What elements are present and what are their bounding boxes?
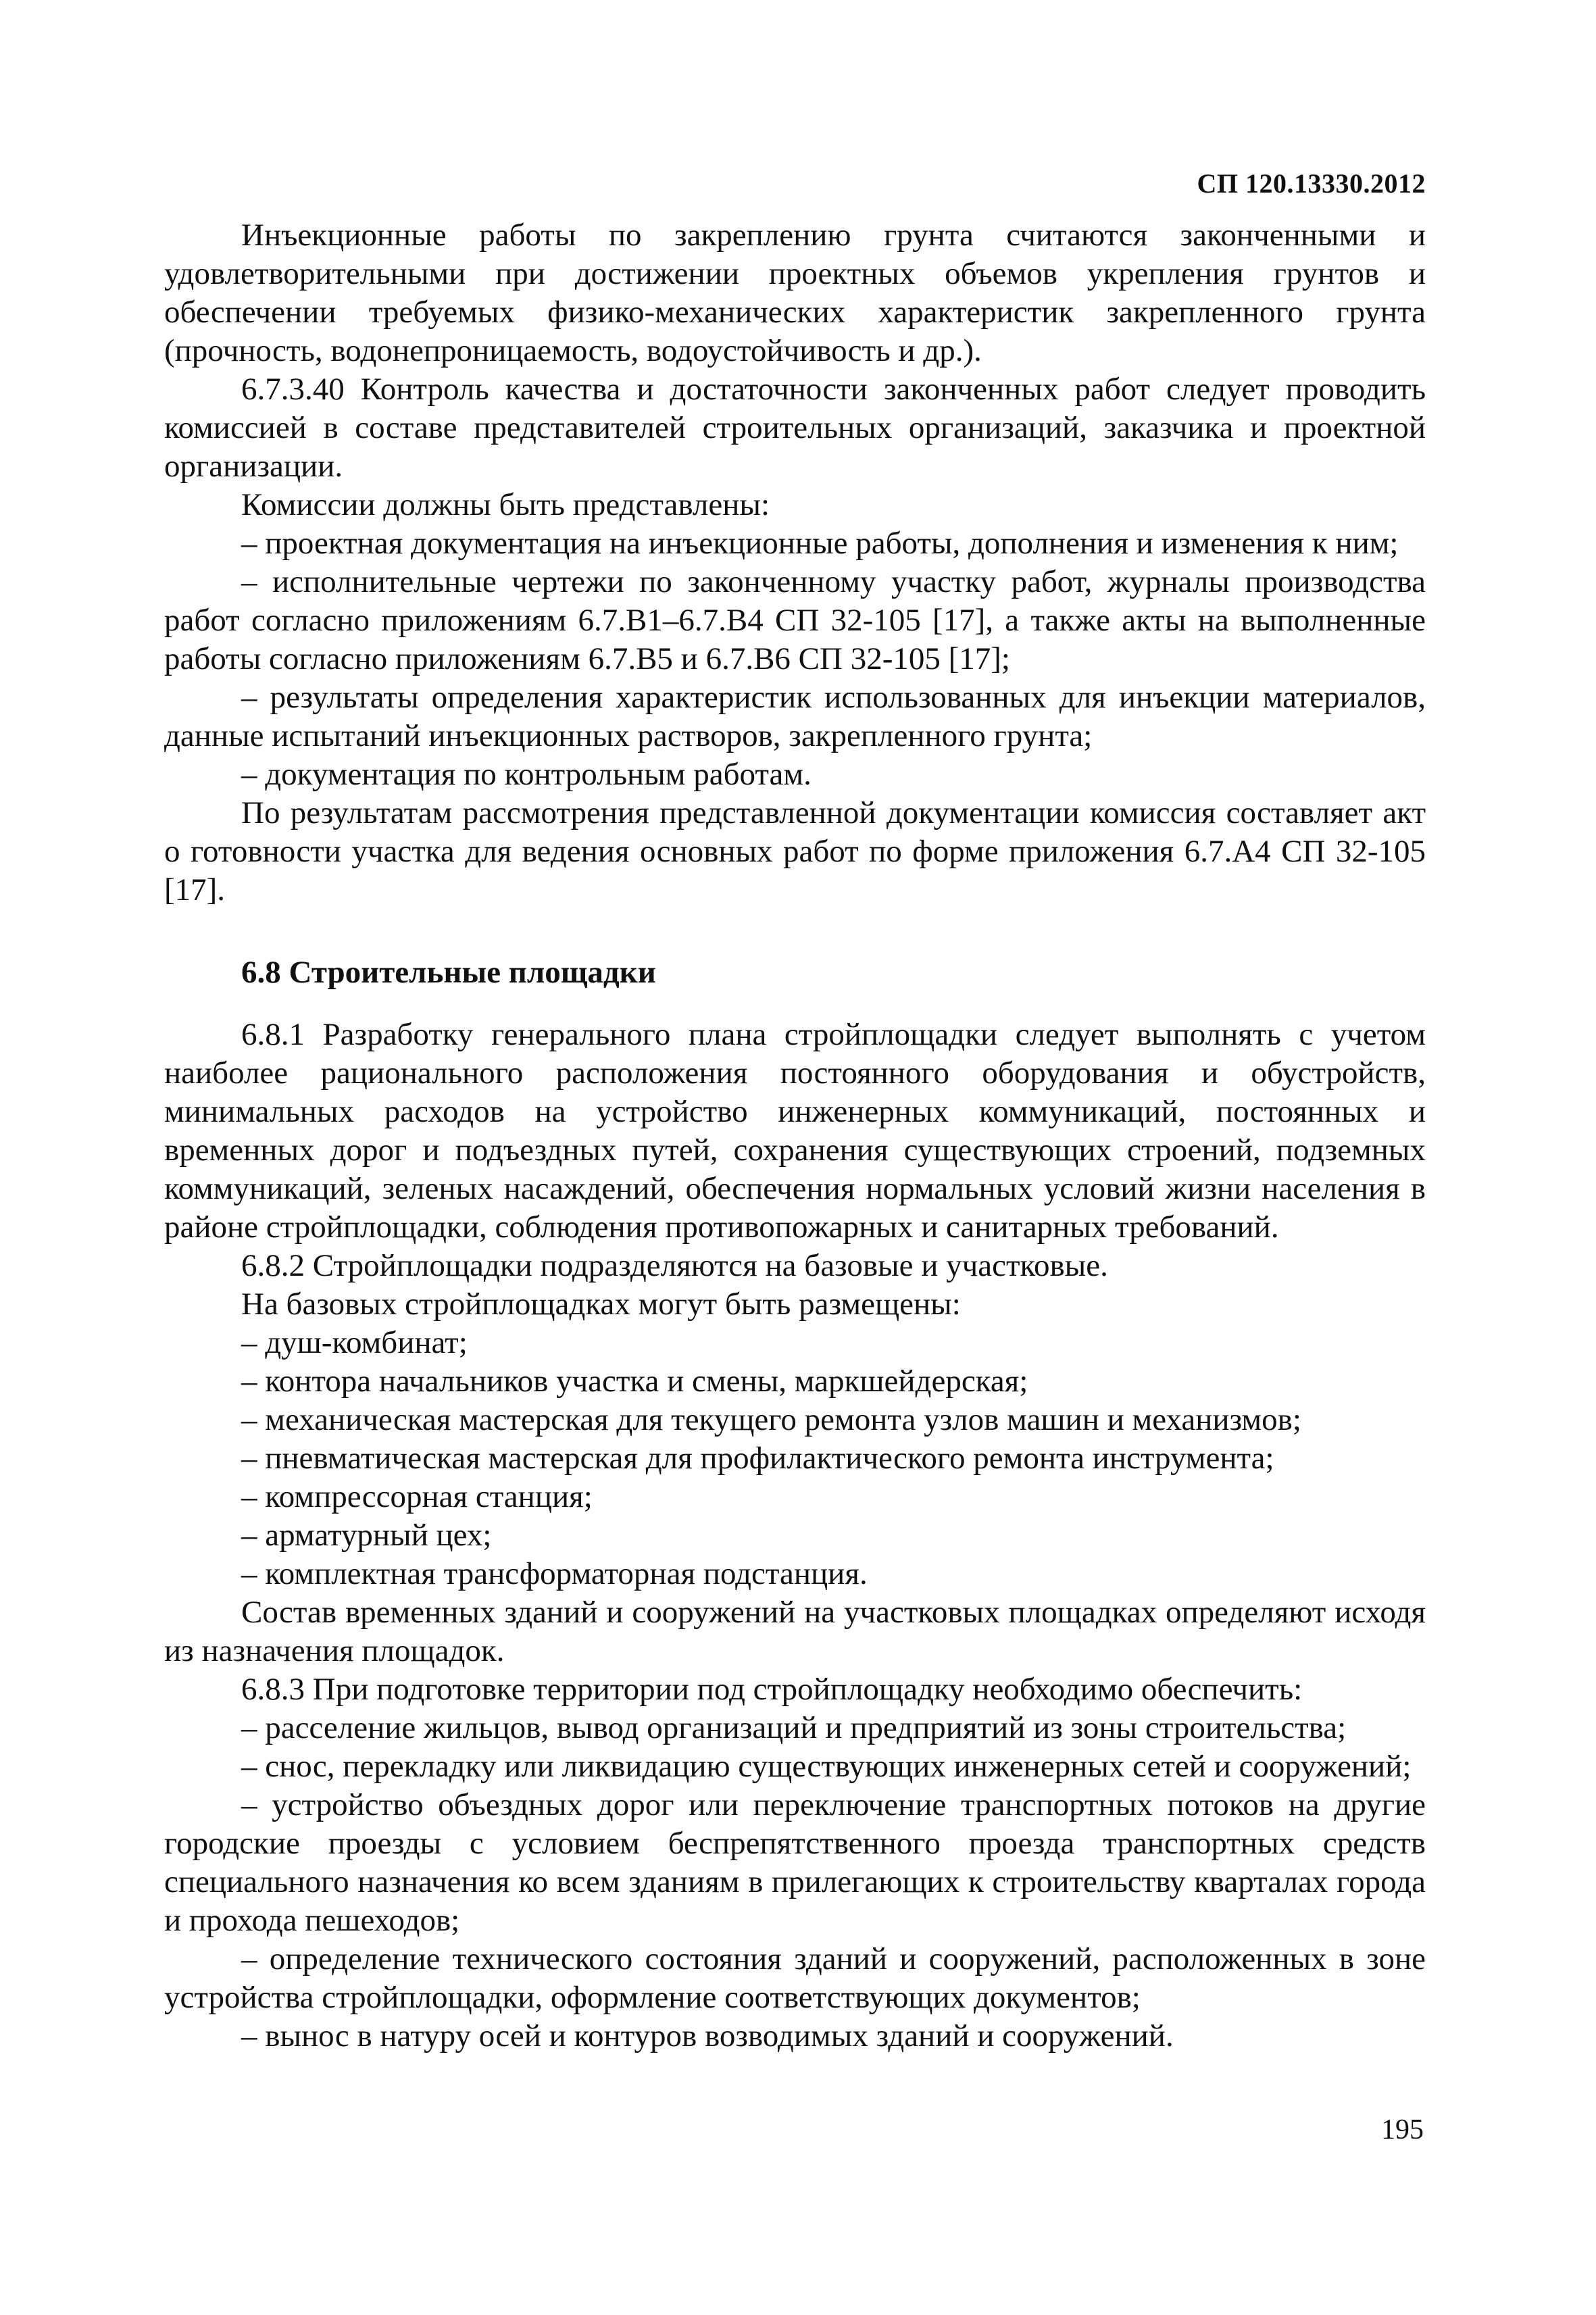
list-item-office: – контора начальников участка и смены, маркшейдерская;	[241, 1364, 1028, 1399]
document-body	[164, 216, 1426, 2056]
document-code-header: СП 120.13330.2012	[1197, 168, 1426, 199]
list-item-mechanical-workshop: – механическая мастерская для текущего ремонта узлов машин и механизмов;	[241, 1402, 1301, 1437]
paragraph-commission-documents: Комиссии должны быть представлены:	[241, 487, 770, 522]
page-number: 195	[1381, 2114, 1424, 2145]
paragraph-base-sites-intro: На базовых стройплощадках могут быть размещены:	[241, 1287, 961, 1322]
list-item-substation: – комплектная трансформаторная подстанция.	[241, 1556, 868, 1591]
section-title-6-8: 6.8 Строительные площадки	[241, 955, 656, 990]
list-item-axes-layout: – вынос в натуру осей и контуров возводимых зданий и сооружений.	[241, 2018, 1174, 2053]
list-item-control-docs: – документация по контрольным работам.	[241, 757, 812, 792]
list-item-project-docs: – проектная документация на инъекционные работы, дополнения и изменения к ним;	[241, 526, 1399, 561]
list-item-technical-condition: – определение технического состояния зданий и сооружений, расположенных в зоне устройства стройплощадки, оформление соответствующих документов;	[164, 1941, 1426, 2015]
list-item-detour-roads: – устройство объездных дорог или переключение транспортных потоков на другие городские проезды с условием беспрепятственного проезда транспортных средств специального назначения ко всем зданиям в прилегающих к строительству кварталах города и прохода пешеходов;	[164, 1787, 1426, 1938]
paragraph-6-8-3: 6.8.3 При подготовке территории под стройплощадку необходимо обеспечить:	[241, 1672, 1303, 1707]
list-item-pneumatic-workshop: – пневматическая мастерская для профилактического ремонта инструмента;	[241, 1441, 1274, 1476]
list-item-as-built-drawings: – исполнительные чертежи по законченному участку работ, журналы производства работ согласно приложениям 6.7.В1–6.7.В4 СП 32-105 [17], а также акты на выполненные работы согласно приложениям 6.7.В5 и 6.7.В6 СП 32-105 [17];	[164, 564, 1426, 676]
paragraph-6-8-2: 6.8.2 Стройплощадки подразделяются на базовые и участковые.	[241, 1248, 1108, 1283]
list-item-networks: – снос, перекладку или ликвидацию существующих инженерных сетей и сооружений;	[241, 1749, 1412, 1784]
paragraph-6-7-3-40: 6.7.3.40 Контроль качества и достаточности законченных работ следует проводить комиссией в составе представителей строительных организаций, заказчика и проектной организации.	[164, 372, 1426, 484]
list-item-test-results: – результаты определения характеристик использованных для инъекции материалов, данные испытаний инъекционных растворов, закрепленного грунта;	[164, 680, 1426, 753]
list-item-compressor-station: – компрессорная станция;	[241, 1479, 593, 1514]
paragraph-temporary-buildings: Состав временных зданий и сооружений на участковых площадках определяют исходя из назначения площадок.	[164, 1595, 1426, 1668]
paragraph-readiness-act: По результатам рассмотрения представленной документации комиссия составляет акт о готовности участка для ведения основных работ по форме приложения 6.7.А4 СП 32-105 [17].	[164, 795, 1426, 907]
paragraph-injection-completion: Инъекционные работы по закреплению грунта считаются законченными и удовлетворительными при достижении проектных объемов укрепления грунтов и обеспечении требуемых физико-механических характеристик закрепленного грунта (прочность, водонепроницаемость, водоустойчивость и др.).	[164, 218, 1426, 368]
list-item-rebar-shop: – арматурный цех;	[241, 1518, 492, 1553]
list-item-shower: – душ-комбинат;	[241, 1325, 468, 1360]
list-item-resettlement: – расселение жильцов, вывод организаций и предприятий из зоны строительства;	[241, 1710, 1347, 1745]
paragraph-6-8-1: 6.8.1 Разработку генерального плана стройплощадки следует выполнять с учетом наиболее рационального расположения постоянного оборудования и обустройств, минимальных расходов на устройство инженерных коммуникаций, постоянных и временных дорог и подъездных путей, сохранения существующих строений, подземных коммуникаций, зеленых насаждений, обеспечения нормальных условий жизни населения в районе стройплощадки, соблюдения противопожарных и санитарных требований.	[164, 1017, 1426, 1245]
